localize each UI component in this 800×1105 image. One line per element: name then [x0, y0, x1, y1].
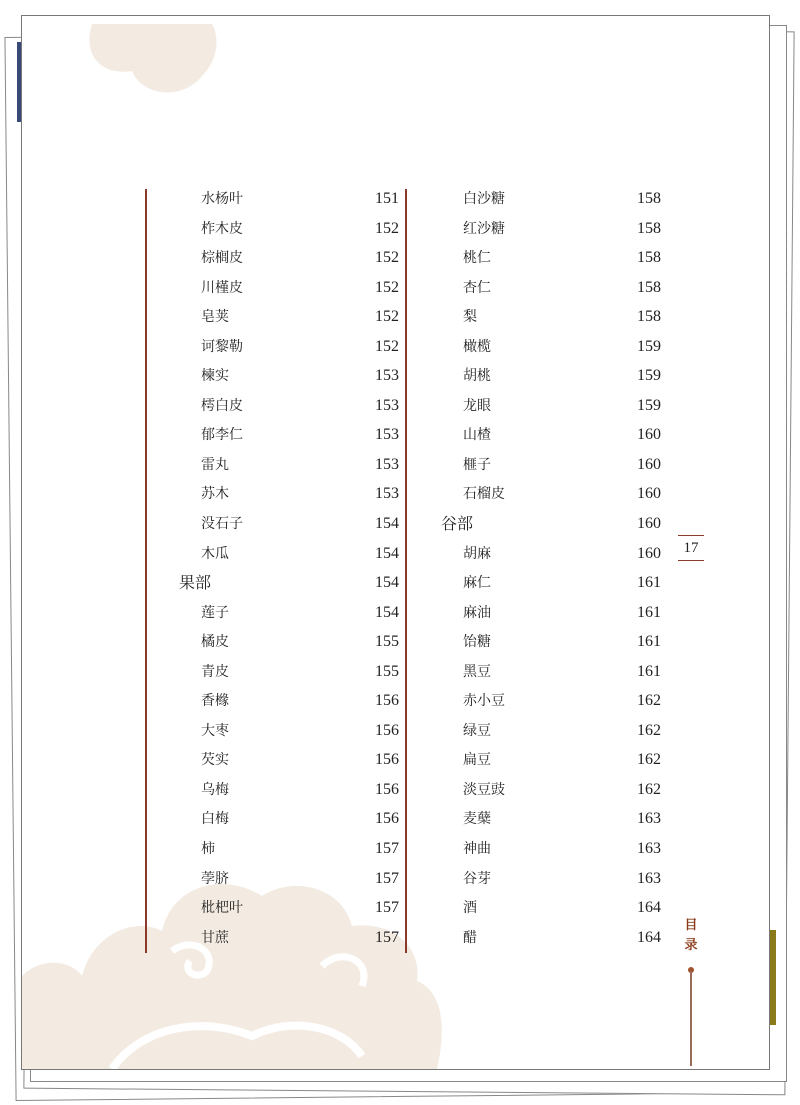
entry-name: 大枣 — [201, 722, 229, 739]
toc-entry[interactable] — [179, 780, 399, 810]
side-tab-label — [683, 916, 699, 956]
entry-page-number: 153 — [375, 485, 399, 503]
entry-page-number: 152 — [375, 278, 399, 296]
entry-name: 赤小豆 — [463, 693, 505, 710]
right-column-rule — [405, 189, 407, 953]
entry-page-number: 160 — [637, 515, 661, 533]
entry-name: 没石子 — [201, 516, 243, 533]
toc-entry[interactable] — [179, 455, 399, 485]
toc-entry[interactable] — [179, 691, 399, 721]
toc-entry[interactable] — [441, 278, 661, 308]
entry-page-number: 163 — [637, 840, 661, 858]
toc-entry[interactable] — [441, 603, 661, 633]
entry-page-number: 158 — [637, 219, 661, 237]
entry-name: 绿豆 — [463, 722, 491, 739]
toc-entry[interactable] — [441, 189, 661, 219]
entry-page-number: 162 — [637, 692, 661, 710]
entry-name: 柿 — [201, 841, 215, 858]
entry-name: 诃黎勒 — [201, 338, 243, 355]
toc-entry[interactable] — [441, 573, 661, 603]
entry-page-number: 154 — [375, 603, 399, 621]
entry-page-number: 158 — [637, 190, 661, 207]
entry-page-number: 164 — [637, 899, 661, 917]
toc-section-heading[interactable] — [441, 514, 661, 544]
entry-page-number: 162 — [637, 780, 661, 798]
toc-entry[interactable] — [179, 662, 399, 692]
toc-entry[interactable] — [179, 928, 399, 958]
entry-name: 石榴皮 — [463, 486, 505, 503]
toc-entry[interactable] — [179, 248, 399, 278]
entry-name: 白沙糖 — [463, 191, 505, 207]
entry-page-number: 157 — [375, 899, 399, 917]
entry-page-number: 152 — [375, 308, 399, 326]
entry-name: 白梅 — [201, 811, 229, 828]
toc-entry[interactable] — [179, 484, 399, 514]
entry-page-number: 153 — [375, 455, 399, 473]
entry-page-number: 160 — [637, 544, 661, 562]
entry-page-number: 159 — [637, 367, 661, 385]
toc-entry[interactable] — [441, 691, 661, 721]
entry-page-number: 157 — [375, 840, 399, 858]
toc-entry[interactable] — [179, 544, 399, 574]
entry-page-number: 155 — [375, 662, 399, 680]
entry-page-number: 160 — [637, 485, 661, 503]
toc-entry[interactable] — [441, 337, 661, 367]
entry-name: 柞木皮 — [201, 220, 243, 237]
entry-name: 棕榈皮 — [201, 250, 243, 267]
toc-entry[interactable] — [441, 544, 661, 574]
entry-page-number: 162 — [637, 721, 661, 739]
entry-name: 山楂 — [463, 427, 491, 444]
entry-name: 芡实 — [201, 752, 229, 769]
entry-name: 饴糖 — [463, 634, 491, 651]
entry-name: 樗白皮 — [201, 397, 243, 414]
toc-entry[interactable] — [441, 839, 661, 869]
toc-entry[interactable] — [179, 869, 399, 899]
entry-page-number: 154 — [375, 574, 399, 592]
toc-entry[interactable] — [441, 632, 661, 662]
entry-name: 梨 — [463, 309, 477, 326]
entry-name: 莲子 — [201, 604, 229, 621]
entry-name: 榧子 — [463, 456, 491, 473]
entry-name: 皂荚 — [201, 309, 229, 326]
entry-page-number: 160 — [637, 426, 661, 444]
entry-page-number: 162 — [637, 751, 661, 769]
toc-entry[interactable] — [441, 484, 661, 514]
entry-page-number: 158 — [637, 249, 661, 267]
entry-name: 枇杷叶 — [201, 900, 243, 917]
side-tab-line — [690, 971, 692, 1066]
toc-entry[interactable] — [179, 721, 399, 751]
entry-name: 郁李仁 — [201, 427, 243, 444]
entry-name: 橄榄 — [463, 338, 491, 355]
toc-right-column — [441, 189, 661, 957]
entry-page-number: 156 — [375, 721, 399, 739]
toc-entry[interactable] — [441, 425, 661, 455]
entry-page-number: 159 — [637, 396, 661, 414]
entry-name: 果部 — [179, 573, 212, 593]
entry-page-number: 160 — [637, 455, 661, 473]
entry-page-number: 152 — [375, 249, 399, 267]
toc-entry[interactable] — [179, 307, 399, 337]
toc-entry[interactable] — [179, 219, 399, 249]
toc-entry[interactable] — [179, 750, 399, 780]
toc-entry[interactable] — [441, 898, 661, 928]
side-tab-char: 录 — [684, 938, 698, 953]
toc-left-column — [179, 189, 399, 957]
entry-page-number: 161 — [637, 662, 661, 680]
toc-entry[interactable] — [179, 839, 399, 869]
entry-name: 黑豆 — [463, 663, 491, 680]
entry-name: 神曲 — [463, 841, 491, 858]
entry-page-number: 154 — [375, 515, 399, 533]
entry-name: 谷芽 — [463, 870, 491, 887]
entry-page-number: 161 — [637, 574, 661, 592]
entry-page-number: 154 — [375, 544, 399, 562]
entry-page-number: 156 — [375, 810, 399, 828]
toc-entry[interactable] — [179, 189, 399, 219]
entry-name: 麻仁 — [463, 575, 491, 592]
entry-page-number: 153 — [375, 396, 399, 414]
entry-page-number: 159 — [637, 337, 661, 355]
entry-page-number: 152 — [375, 219, 399, 237]
toc-entry[interactable] — [441, 780, 661, 810]
entry-name: 扁豆 — [463, 752, 491, 769]
toc-entry[interactable] — [179, 425, 399, 455]
entry-page-number: 157 — [375, 869, 399, 887]
page-number: 17 — [678, 535, 704, 561]
toc-entry[interactable] — [441, 721, 661, 751]
toc-entry[interactable] — [179, 809, 399, 839]
entry-name: 酒 — [463, 900, 477, 917]
toc-entry[interactable] — [441, 662, 661, 692]
entry-name: 香橼 — [201, 693, 229, 710]
left-column-rule — [145, 189, 147, 953]
entry-name: 麻油 — [463, 604, 491, 621]
entry-page-number: 155 — [375, 633, 399, 651]
entry-name: 醋 — [463, 929, 477, 946]
entry-page-number: 161 — [637, 633, 661, 651]
entry-page-number: 153 — [375, 367, 399, 385]
entry-name: 楝实 — [201, 368, 229, 385]
entry-page-number: 152 — [375, 337, 399, 355]
entry-name: 橘皮 — [201, 634, 229, 651]
toc-entry[interactable] — [179, 396, 399, 426]
entry-name: 淡豆豉 — [463, 781, 505, 798]
entry-name: 川槿皮 — [201, 279, 243, 296]
side-tab-char: 目 — [684, 918, 698, 933]
entry-name: 苏木 — [201, 486, 229, 503]
entry-page-number: 156 — [375, 692, 399, 710]
toc-entry[interactable] — [441, 366, 661, 396]
entry-page-number: 161 — [637, 603, 661, 621]
entry-name: 桃仁 — [463, 250, 491, 267]
toc-entry[interactable] — [441, 809, 661, 839]
entry-page-number: 153 — [375, 426, 399, 444]
toc-entry[interactable] — [441, 750, 661, 780]
toc-entry[interactable] — [179, 337, 399, 367]
entry-page-number: 158 — [637, 278, 661, 296]
entry-name: 青皮 — [201, 663, 229, 680]
entry-name: 雷丸 — [201, 456, 229, 473]
toc-entry[interactable] — [441, 307, 661, 337]
entry-name: 杏仁 — [463, 279, 491, 296]
toc-section-heading[interactable] — [179, 573, 399, 603]
toc-entry[interactable] — [441, 396, 661, 426]
entry-name: 荸脐 — [201, 870, 229, 887]
entry-page-number: 163 — [637, 810, 661, 828]
entry-page-number: 158 — [637, 308, 661, 326]
entry-page-number: 157 — [375, 928, 399, 946]
entry-name: 胡桃 — [463, 368, 491, 385]
toc-entry[interactable] — [179, 278, 399, 308]
toc-entry[interactable] — [179, 898, 399, 928]
entry-page-number: 151 — [375, 190, 399, 207]
entry-name: 红沙糖 — [463, 220, 505, 237]
toc-entry[interactable] — [179, 603, 399, 633]
entry-page-number: 163 — [637, 869, 661, 887]
entry-name: 水杨叶 — [201, 191, 243, 207]
toc-entry[interactable] — [179, 632, 399, 662]
entry-page-number: 164 — [637, 928, 661, 946]
entry-name: 木瓜 — [201, 545, 229, 562]
toc-entry[interactable] — [441, 219, 661, 249]
entry-name: 谷部 — [441, 514, 474, 534]
entry-name: 麦蘖 — [463, 811, 491, 828]
entry-page-number: 156 — [375, 751, 399, 769]
entry-page-number: 156 — [375, 780, 399, 798]
toc-entry[interactable] — [179, 366, 399, 396]
toc-entry[interactable] — [441, 248, 661, 278]
entry-name: 乌梅 — [201, 781, 229, 798]
toc-page — [21, 15, 770, 1070]
entry-name: 龙眼 — [463, 397, 491, 414]
toc-entry[interactable] — [441, 928, 661, 958]
entry-name: 胡麻 — [463, 545, 491, 562]
toc-entry[interactable] — [441, 869, 661, 899]
toc-entry[interactable] — [179, 514, 399, 544]
toc-entry[interactable] — [441, 455, 661, 485]
entry-name: 甘蔗 — [201, 929, 229, 946]
